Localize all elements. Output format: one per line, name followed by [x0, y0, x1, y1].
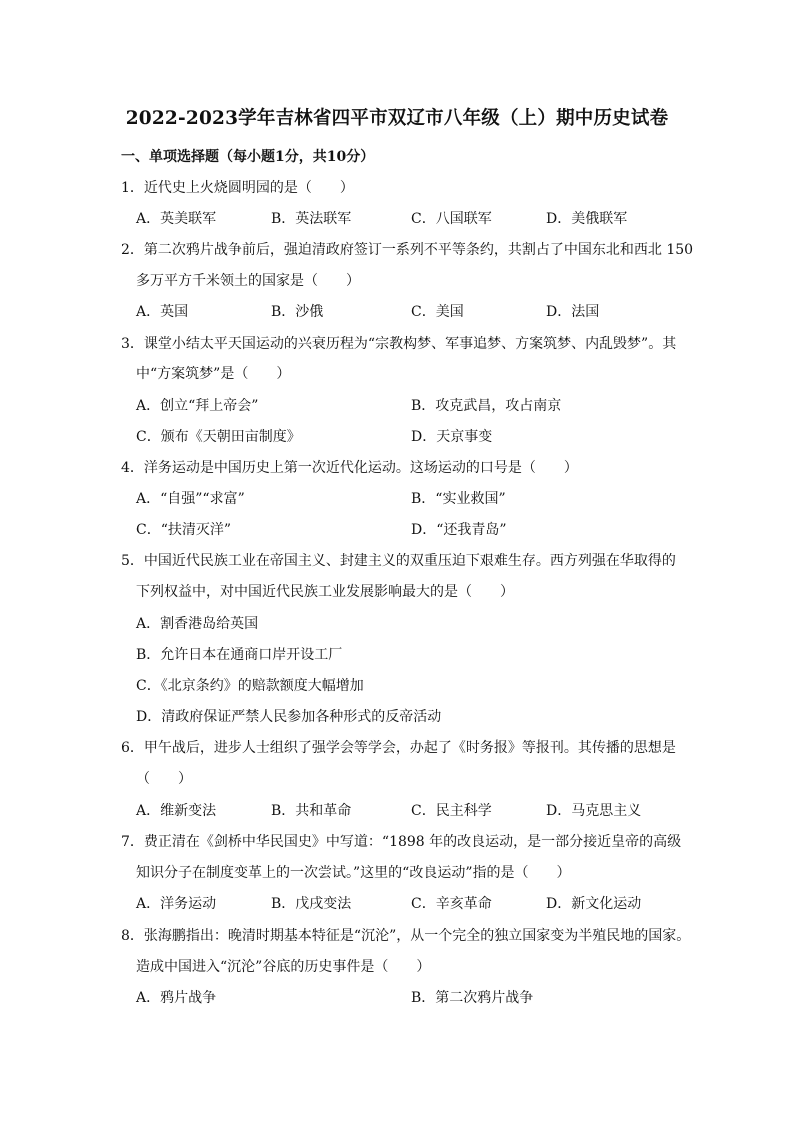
question-7-option-c: C．辛亥革命 [411, 896, 492, 912]
question-3-option-d: D．天京事变 [411, 429, 493, 445]
question-3-stem-line-1: 3．课堂小结太平天国运动的兴衰历程为“宗教构梦、军事追梦、方案筑梦、内乱毁梦”。其 [121, 336, 677, 352]
section-heading: 一、单项选择题（每小题1分，共10分） [121, 149, 375, 165]
question-3-option-b: B．攻克武昌，攻占南京 [411, 398, 562, 414]
question-8-stem-line-2: 造成中国进入“沉沦”谷底的历史事件是（ ） [136, 959, 431, 975]
question-8-stem-line-1: 8．张海鹏指出：晚清时期基本特征是“沉沦”，从一个完全的独立国家变为半殖民地的国家。 [121, 928, 691, 944]
question-8-option-a: A．鸦片战争 [136, 990, 217, 1006]
exam-title: 2022-2023学年吉林省四平市双辽市八年级（上）期中历史试卷 [125, 108, 669, 129]
question-2-stem-line-1: 2．第二次鸦片战争前后，强迫清政府签订一系列不平等条约，共割占了中国东北和西北 150 [121, 242, 694, 258]
question-4-option-a: A．“自强”“求富” [136, 491, 245, 507]
question-5-option-d: D．清政府保证严禁人民参加各种形式的反帝活动 [136, 709, 442, 725]
question-6-option-b: B．共和革命 [271, 803, 352, 819]
question-5-option-a: A．割香港岛给英国 [136, 616, 259, 632]
question-3-option-a: A．创立“拜上帝会” [136, 398, 259, 414]
question-6-stem-line-1: 6．甲午战后，进步人士组织了强学会等学会，办起了《时务报》等报刊。其传播的思想是 [121, 740, 676, 756]
question-1-option-c: C．八国联军 [411, 211, 492, 227]
question-6-option-a: A．维新变法 [136, 803, 217, 819]
question-7-option-a: A．洋务运动 [136, 896, 217, 912]
question-2-option-a: A．英国 [136, 304, 189, 320]
question-7-option-d: D．新文化运动 [546, 896, 642, 912]
question-4-option-b: B．“实业救国” [411, 491, 506, 507]
question-4-stem: 4．洋务运动是中国历史上第一次近代化运动。这场运动的口号是（ ） [121, 460, 578, 476]
question-5-stem-line-2: 下列权益中，对中国近代民族工业发展影响最大的是（ ） [136, 584, 514, 600]
question-3-stem-line-2: 中“方案筑梦”是（ ） [136, 366, 291, 382]
question-2-option-d: D．法国 [546, 304, 600, 320]
question-1-stem: 1．近代史上火烧圆明园的是（ ） [121, 180, 354, 196]
question-7-stem-line-1: 7．费正清在《剑桥中华民国史》中写道：“1898 年的改良运动，是一部分接近皇帝的高级 [121, 834, 682, 850]
question-6-stem-line-2: （ ） [136, 771, 192, 787]
question-1-option-a: A．英美联军 [136, 211, 217, 227]
question-2-option-b: B．沙俄 [271, 304, 324, 320]
question-8-option-b: B．第二次鸦片战争 [411, 990, 534, 1006]
question-5-stem-line-1: 5．中国近代民族工业在帝国主义、封建主义的双重压迫下艰难生存。西方列强在华取得的 [121, 553, 676, 569]
question-1-option-b: B．英法联军 [271, 211, 352, 227]
question-3-option-c: C．颁布《天朝田亩制度》 [136, 429, 301, 445]
question-6-option-c: C．民主科学 [411, 803, 492, 819]
question-4-option-c: C．“扶清灭洋” [136, 522, 232, 538]
question-6-option-d: D．马克思主义 [546, 803, 642, 819]
question-5-option-b: B．允许日本在通商口岸开设工厂 [136, 647, 343, 663]
question-4-option-d: D．“还我青岛” [411, 522, 507, 538]
question-7-stem-line-2: 知识分子在制度变革上的一次尝试。”这里的“改良运动”指的是（ ） [136, 865, 571, 881]
question-7-option-b: B．戊戌变法 [271, 896, 352, 912]
question-1-option-d: D．美俄联军 [546, 211, 628, 227]
question-5-option-c: C．《北京条约》的赔款额度大幅增加 [136, 678, 364, 694]
question-2-stem-line-2: 多万平方千米领土的国家是（ ） [136, 273, 360, 289]
question-2-option-c: C．美国 [411, 304, 464, 320]
